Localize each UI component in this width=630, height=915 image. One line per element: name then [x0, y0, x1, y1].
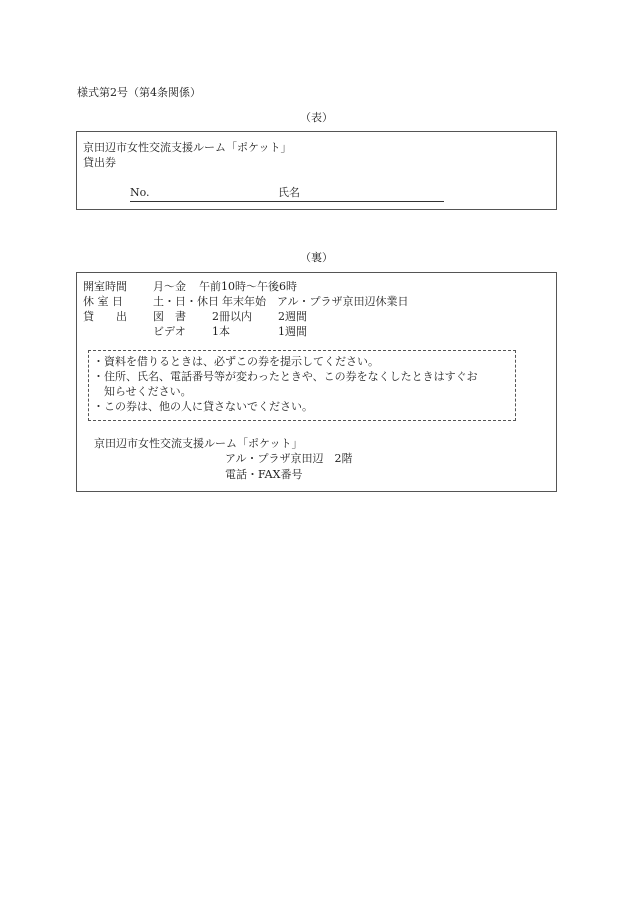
back-card: [76, 272, 557, 492]
row-c2: 午前10時～午後6時: [199, 280, 297, 293]
row-label: 休 室 日: [83, 295, 123, 308]
row-c3: 2週間: [278, 310, 307, 323]
back-label: （裏）: [300, 251, 333, 264]
front-subtitle: 貸出券: [83, 156, 116, 169]
notes-box: [88, 350, 516, 421]
note-item: ・資料を借りるときは、必ずこの券を提示してください。: [93, 355, 379, 368]
row-c1: 土・日・休日: [153, 295, 219, 308]
front-title: 京田辺市女性交流支援ルーム「ポケット」: [83, 141, 292, 154]
row-c2: 1本: [212, 325, 230, 338]
row-c1: ビデオ: [153, 325, 186, 338]
row-c1: 月～金: [153, 280, 186, 293]
footer-org: 京田辺市女性交流支援ルーム「ポケット」: [94, 437, 303, 450]
note-item: 知らせください。: [93, 385, 192, 398]
front-card: [76, 131, 557, 210]
row-c2: 年末年始 アル・プラザ京田辺休業日: [222, 295, 409, 308]
row-label: 貸 出: [83, 310, 127, 323]
fill-in-line: [130, 201, 444, 202]
front-label: （表）: [300, 111, 333, 124]
footer-location: アル・プラザ京田辺 2階: [225, 452, 353, 465]
name-label: 氏名: [278, 186, 300, 199]
note-item: ・住所、氏名、電話番号等が変わったときや、この券をなくしたときはすぐお: [93, 370, 478, 383]
note-item: ・この券は、他の人に貸さないでください。: [93, 400, 313, 413]
row-c3: 1週間: [278, 325, 307, 338]
footer-contact: 電話・FAX番号: [225, 468, 303, 481]
row-c1: 図 書: [153, 310, 186, 323]
row-c2: 2冊以内: [212, 310, 252, 323]
row-label: 開室時間: [83, 280, 127, 293]
form-id: 様式第2号（第4条関係）: [77, 86, 201, 99]
number-label: No.: [130, 186, 150, 199]
